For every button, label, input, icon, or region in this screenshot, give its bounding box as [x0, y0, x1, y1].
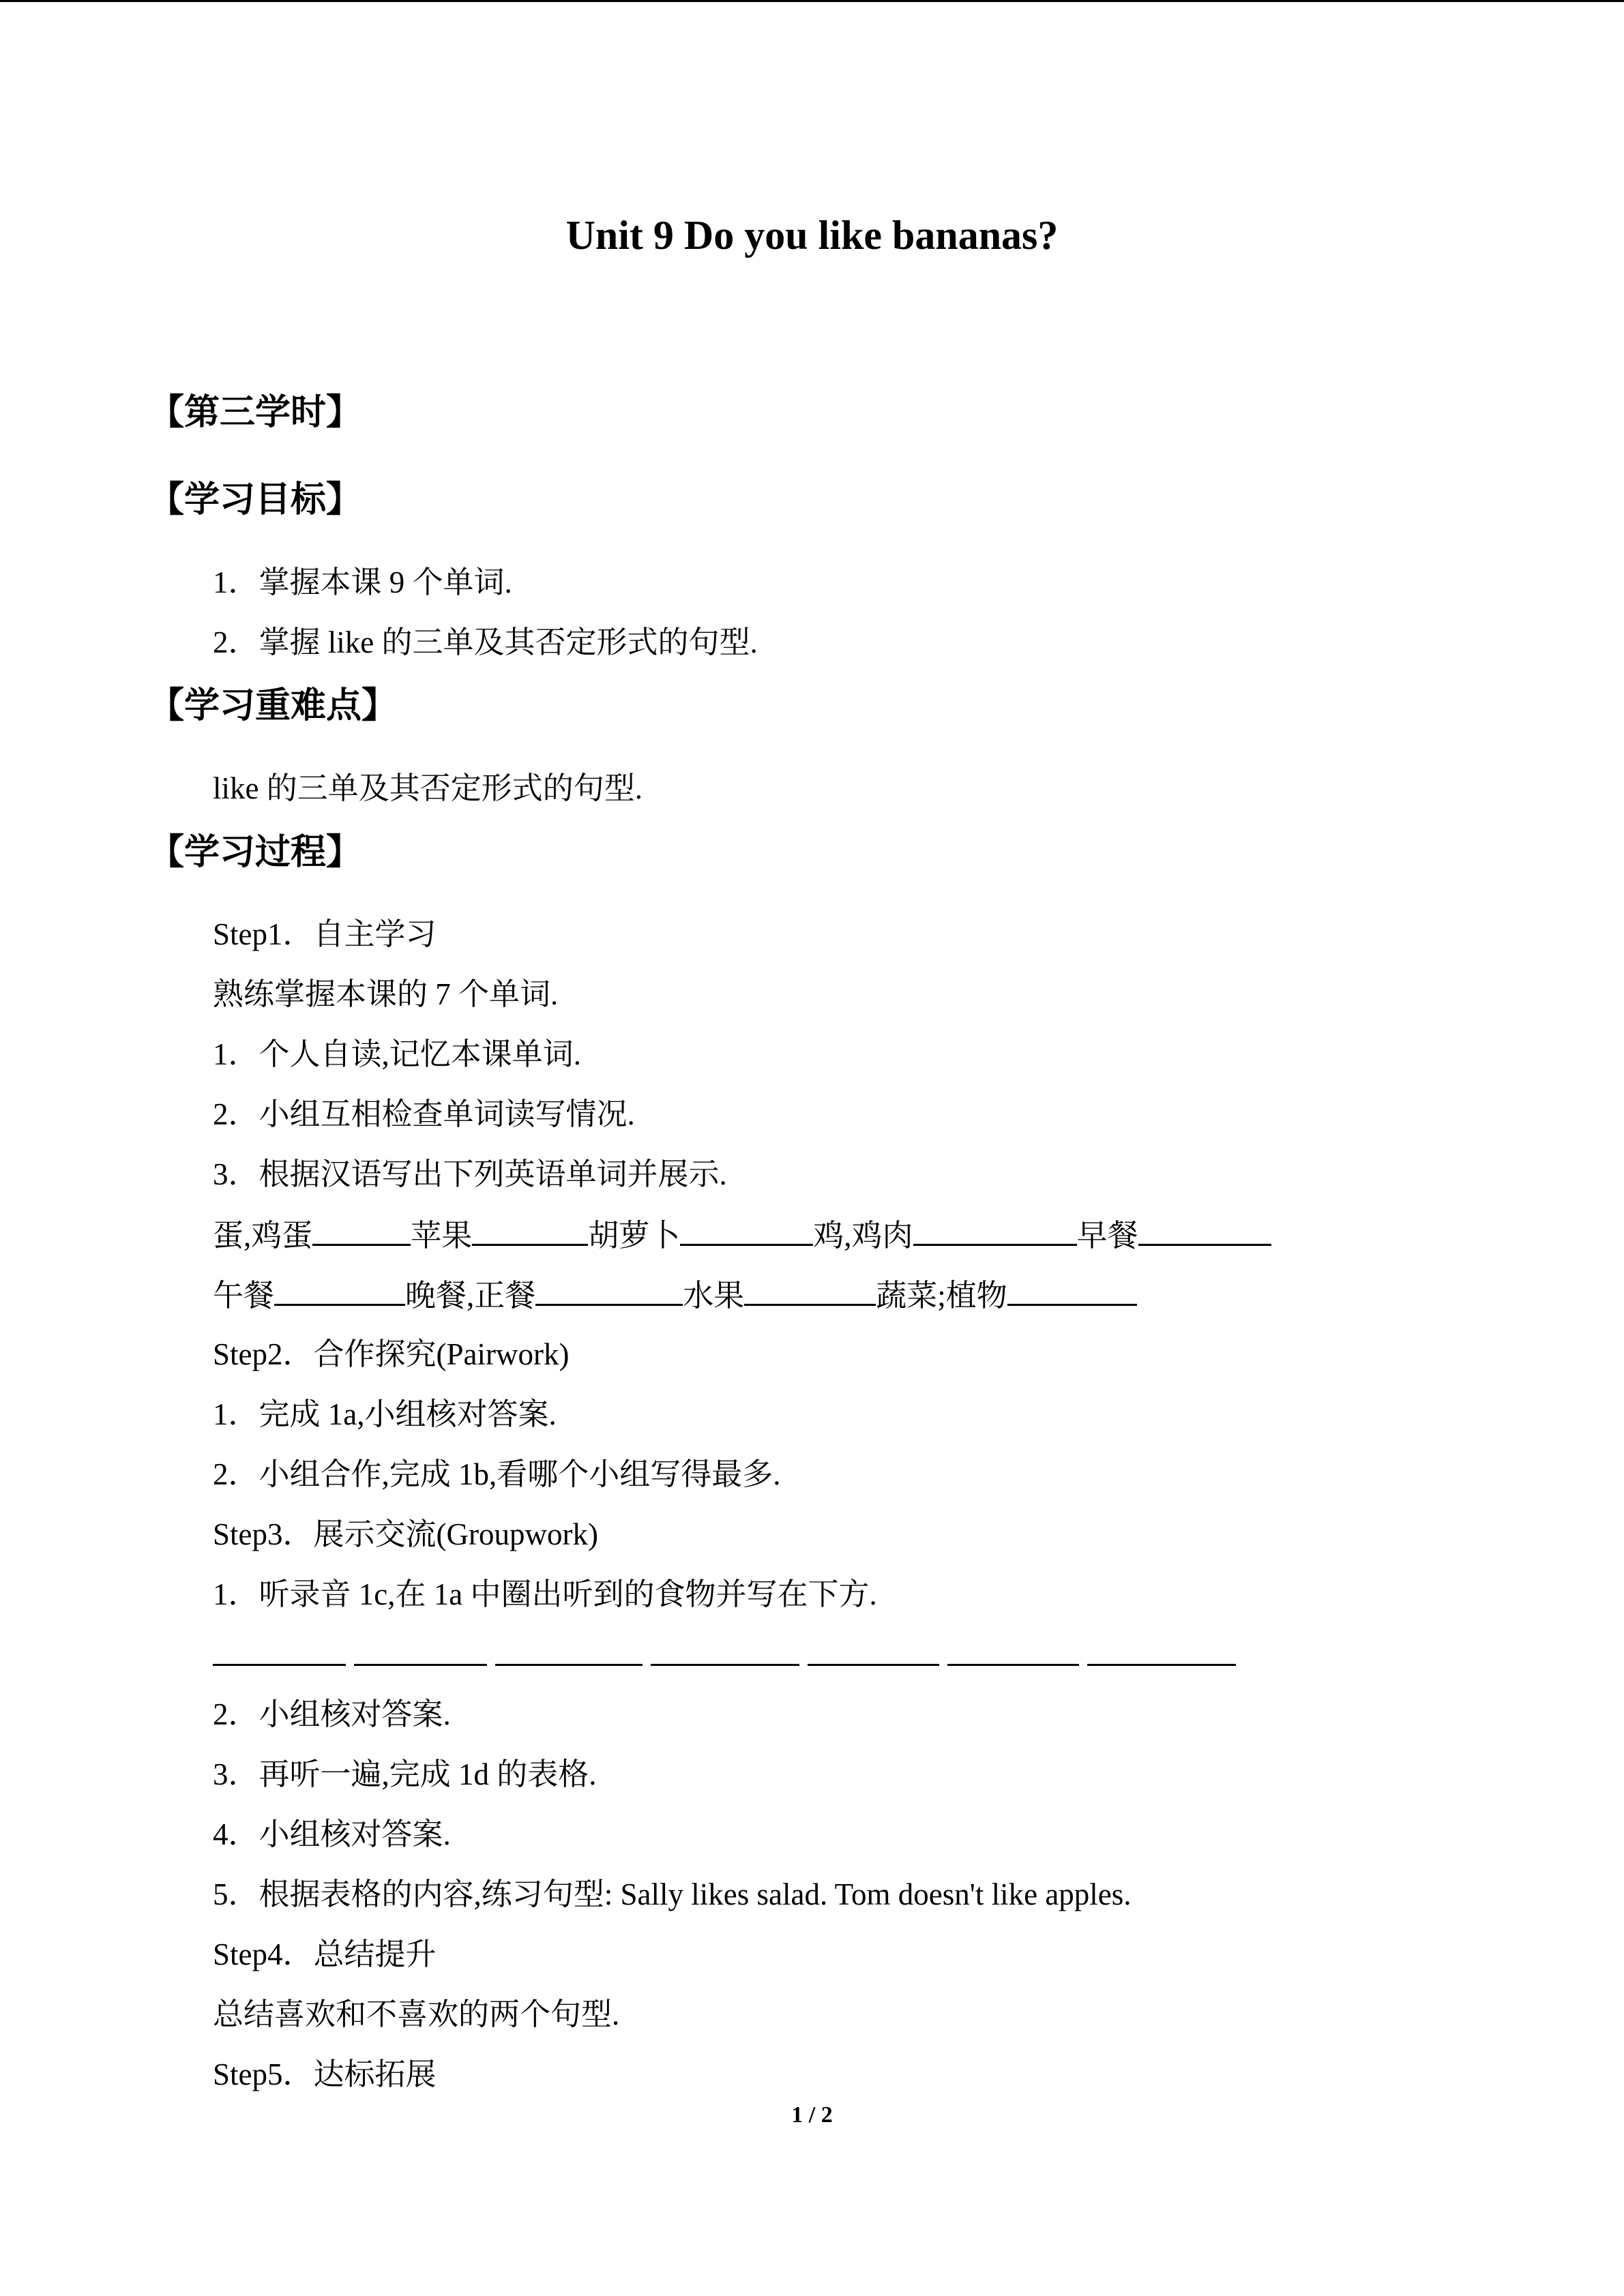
heading-lesson: 【第三学时】 [149, 392, 362, 433]
answer-blank[interactable] [213, 1634, 346, 1666]
step3-item: 4．小组核对答案. [213, 1817, 451, 1851]
step1-intro: 熟练掌握本课的 7 个单词. [213, 977, 559, 1011]
step1-item: 1．个人自读,记忆本课单词. [213, 1037, 582, 1071]
answer-blank[interactable] [808, 1634, 939, 1666]
step1-item: 2．小组互相检查单词读写情况. [213, 1097, 635, 1131]
answer-blank[interactable] [744, 1274, 876, 1306]
vocab-row-2 [213, 1274, 1137, 1316]
page-number: 1 / 2 [791, 2102, 833, 2128]
heading-key-points: 【学习重难点】 [149, 685, 398, 726]
goal-item: 1．掌握本课 9 个单词. [213, 565, 512, 599]
heading-goals: 【学习目标】 [149, 479, 362, 520]
step3-title: Step3．展示交流(Groupwork) [213, 1517, 598, 1551]
vocab-label: 苹果 [411, 1219, 473, 1253]
answer-blank[interactable] [651, 1634, 799, 1666]
answer-blank[interactable] [680, 1214, 813, 1246]
vocab-label: 蛋,鸡蛋 [213, 1219, 313, 1253]
answer-blanks-row [213, 1634, 1236, 1676]
answer-blank[interactable] [1007, 1274, 1137, 1306]
key-point-text: like 的三单及其否定形式的句型. [213, 771, 643, 805]
answer-blank[interactable] [535, 1274, 683, 1306]
step4-text: 总结喜欢和不喜欢的两个句型. [213, 1997, 620, 2031]
vocab-label: 胡萝卜 [588, 1219, 681, 1253]
step5-title: Step5．达标拓展 [213, 2057, 437, 2091]
step3-item: 5．根据表格的内容,练习句型: Sally likes salad. Tom doesn't like apples. [213, 1877, 1132, 1911]
step2-item: 1．完成 1a,小组核对答案. [213, 1397, 557, 1431]
document-title: Unit 9 Do you like bananas? [565, 213, 1059, 258]
vocab-label: 蔬菜;植物 [876, 1279, 1007, 1313]
answer-blank[interactable] [274, 1274, 405, 1306]
step1-item: 3．根据汉语写出下列英语单词并展示. [213, 1157, 727, 1191]
top-border [0, 0, 1624, 2]
answer-blank[interactable] [913, 1214, 1077, 1246]
step3-item: 3．再听一遍,完成 1d 的表格. [213, 1757, 597, 1791]
step2-title: Step2．合作探究(Pairwork) [213, 1337, 570, 1371]
step2-item: 2．小组合作,完成 1b,看哪个小组写得最多. [213, 1457, 781, 1491]
answer-blank[interactable] [312, 1214, 411, 1246]
answer-blank[interactable] [1087, 1634, 1236, 1666]
step3-item: 1．听录音 1c,在 1a 中圈出听到的食物并写在下方. [213, 1577, 877, 1611]
step3-item: 2．小组核对答案. [213, 1697, 451, 1731]
vocab-label: 水果 [683, 1279, 745, 1313]
answer-blank[interactable] [1138, 1214, 1271, 1246]
vocab-label: 鸡,鸡肉 [813, 1219, 913, 1253]
answer-blank[interactable] [354, 1634, 487, 1666]
vocab-label: 晚餐,正餐 [405, 1279, 536, 1313]
step1-title: Step1．自主学习 [213, 917, 437, 951]
answer-blank[interactable] [495, 1634, 643, 1666]
answer-blank[interactable] [472, 1214, 588, 1246]
answer-blank[interactable] [947, 1634, 1079, 1666]
vocab-row-1 [213, 1214, 1271, 1256]
vocab-label: 早餐 [1076, 1219, 1138, 1253]
goal-item: 2．掌握 like 的三单及其否定形式的句型. [213, 625, 758, 659]
step4-title: Step4．总结提升 [213, 1937, 437, 1971]
vocab-label: 午餐 [213, 1279, 275, 1313]
heading-process: 【学习过程】 [149, 832, 362, 873]
